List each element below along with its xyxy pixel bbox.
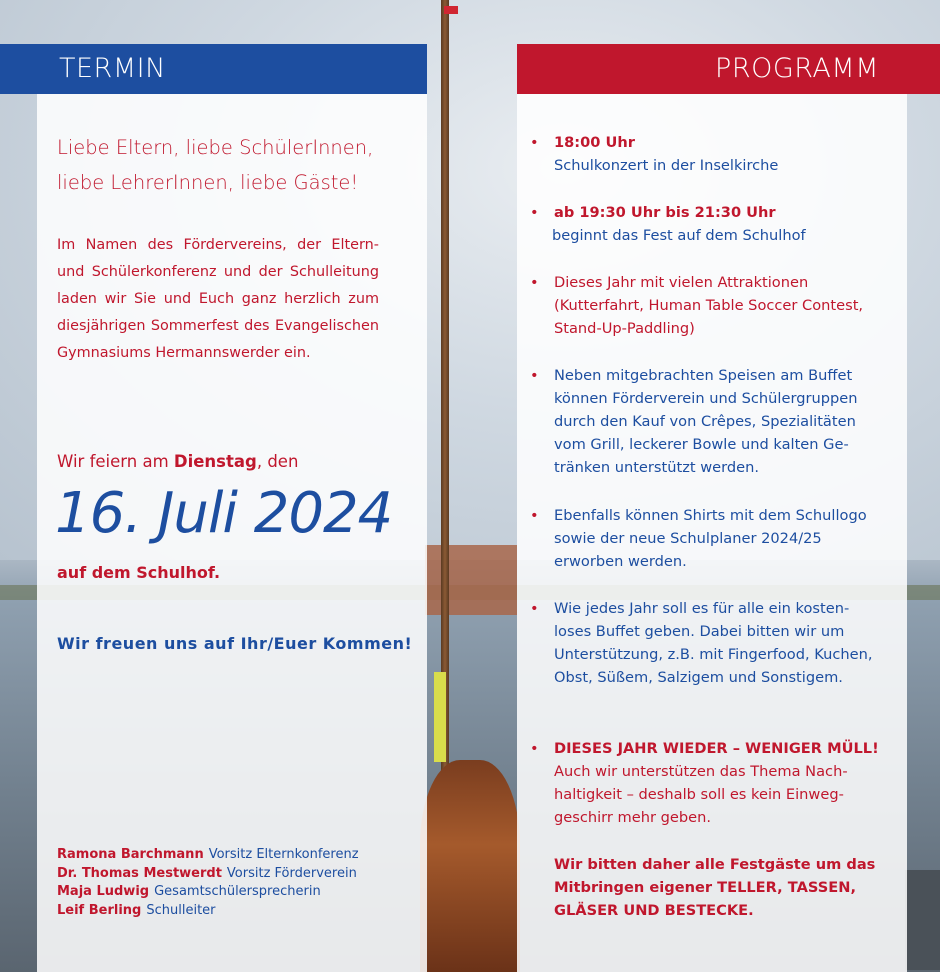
program-item-free-buffet: • Wie jedes Jahr soll es für alle ein kosten- loses Buffet geben. Dabei bitten wir um Unterstützung, z.B. mit Fingerfood, Kuchen, Obst, Süßem, Salzigem und Sonstigem. [530, 597, 890, 689]
mast-flag [444, 6, 458, 14]
program-item-less-waste: • DIESES JAHR WIEDER – WENIGER MÜLL! Auch wir unterstützen das Thema Nach- haltigkeit – deshalb soll es kein Einweg- geschirr mehr geben. [530, 737, 890, 829]
boat-hull [420, 760, 520, 972]
program-item-attractions: • Dieses Jahr mit vielen Attraktionen (Kutterfahrt, Human Table Soccer Contest, Stand-Up-Paddling) [530, 271, 890, 340]
intro-paragraph: Im Namen des Fördervereins, der Eltern- und Schülerkonferenz und der Schulleitung laden wir Sie und Euch ganz herzlich zum diesjährigen Sommerfest des Evangelischen Gymnasiums Hermannswerder ein. [57, 237, 379, 361]
event-date: 16. Juli 2024 [55, 481, 393, 546]
party-day: Dienstag [173, 452, 257, 471]
program-item-buffet: • Neben mitgebrachten Speisen am Buffet können Förderverein und Schülergruppen durch den Kauf von Crêpes, Spezialitäten vom Grill, leckerer Bowle und kalten Ge- tränken unterstützt werden. [530, 364, 890, 479]
bullet-icon: • [530, 600, 539, 617]
signature-3: Maja Ludwig Gesamtschülersprecherin [57, 884, 321, 899]
boat-mast [441, 0, 449, 780]
welcome-message: Wir freuen uns auf Ihr/Euer Kommen! [57, 634, 413, 653]
signature-2: Dr. Thomas Mestwerdt Vorsitz Förderverein [57, 865, 357, 881]
program-item-shirts: • Ebenfalls können Shirts mit dem Schullogo sowie der neue Schulplaner 2024/25 erworben werden. [530, 504, 890, 573]
bullet-icon: • [530, 274, 539, 291]
termin-header: TERMIN [0, 44, 427, 94]
signature-4: Leif Berling Schulleiter [57, 902, 216, 918]
bullet-icon: • [530, 367, 539, 384]
program-item-concert: • 18:00 Uhr Schulkonzert in der Inselkirche [530, 131, 890, 177]
signatures [57, 846, 359, 920]
greeting-line-2: liebe LehrerInnen, liebe Gäste! [57, 171, 359, 194]
program-item-fest: • ab 19:30 Uhr bis 21:30 Uhr beginnt das Fest auf dem Schulhof [530, 201, 890, 247]
greeting-line-1: Liebe Eltern, liebe SchülerInnen, [57, 136, 374, 159]
yellow-pole [434, 672, 446, 762]
bullet-icon: • [530, 507, 539, 524]
party-line: Wir feiern am Dienstag, den [57, 452, 299, 471]
event-location: auf dem Schulhof. [57, 563, 221, 582]
background-building [425, 545, 517, 615]
bullet-icon: • [530, 134, 539, 151]
programm-header: PROGRAMM [517, 44, 940, 94]
program-closing-request: Wir bitten daher alle Festgäste um das Mitbringen eigener TELLER, TASSEN, GLÄSER UND BESTECKE. [554, 856, 876, 919]
signature-1: Ramona Barchmann Vorsitz Elternkonferenz [57, 847, 359, 862]
greeting [57, 130, 417, 200]
bullet-icon: • [530, 740, 539, 757]
bullet-icon: • [530, 204, 539, 221]
background-jetty [905, 870, 940, 970]
